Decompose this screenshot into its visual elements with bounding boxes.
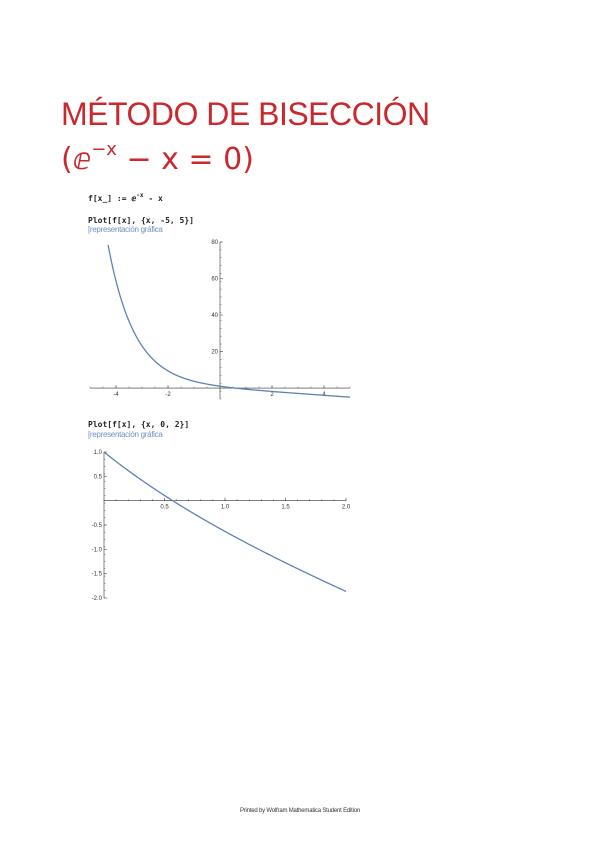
x-tick-label: 4 [322,392,326,399]
y-tick-label: 40 [211,313,218,320]
definition-lhs: f[x_] := ⅇ [88,194,137,203]
x-tick-label: 1.5 [281,504,290,511]
y-tick-label: -1.0 [91,547,102,554]
footer-text: Printed by Wolfram Mathematica Student Edition [239,808,361,814]
x-tick-label: -4 [113,392,119,399]
equation-base: ⅇ [72,142,92,177]
output-label-2: [representación gráfica [88,430,163,439]
definition-exponent: -x [136,192,144,199]
y-tick-label: 60 [211,276,218,283]
plot-input-cell-2[interactable]: Plot[f[x], {x, 0, 2}] [88,420,190,429]
plot-input-cell-1[interactable]: Plot[f[x], {x, -5, 5}] [88,216,194,225]
equation-open-paren: ( [61,142,73,177]
x-tick-label: -2 [165,392,171,399]
y-tick-label: 1.0 [93,450,102,456]
y-tick-label: 20 [211,349,218,356]
x-tick-label: 1.0 [220,504,230,511]
equation-close-paren: ) [242,142,254,177]
output-label-1: [representación gráfica [88,225,163,234]
document-title: MÉTODO DE BISECCIÓN [61,96,430,132]
y-tick-label: 0.5 [93,474,102,481]
equation-rest: − x = 0 [116,142,243,177]
y-tick-label: -1.5 [91,571,102,578]
x-tick-label: 2.0 [341,504,351,511]
equation-exponent: −x [91,139,117,160]
y-tick-label: -2.0 [91,596,102,602]
x-tick-label: 0.5 [160,504,169,511]
y-tick-label: -0.5 [91,523,102,529]
y-tick-label: 80 [211,240,218,246]
series-line [104,452,346,591]
definition-rhs: - x [143,194,163,203]
x-tick-label: 2 [270,392,274,399]
